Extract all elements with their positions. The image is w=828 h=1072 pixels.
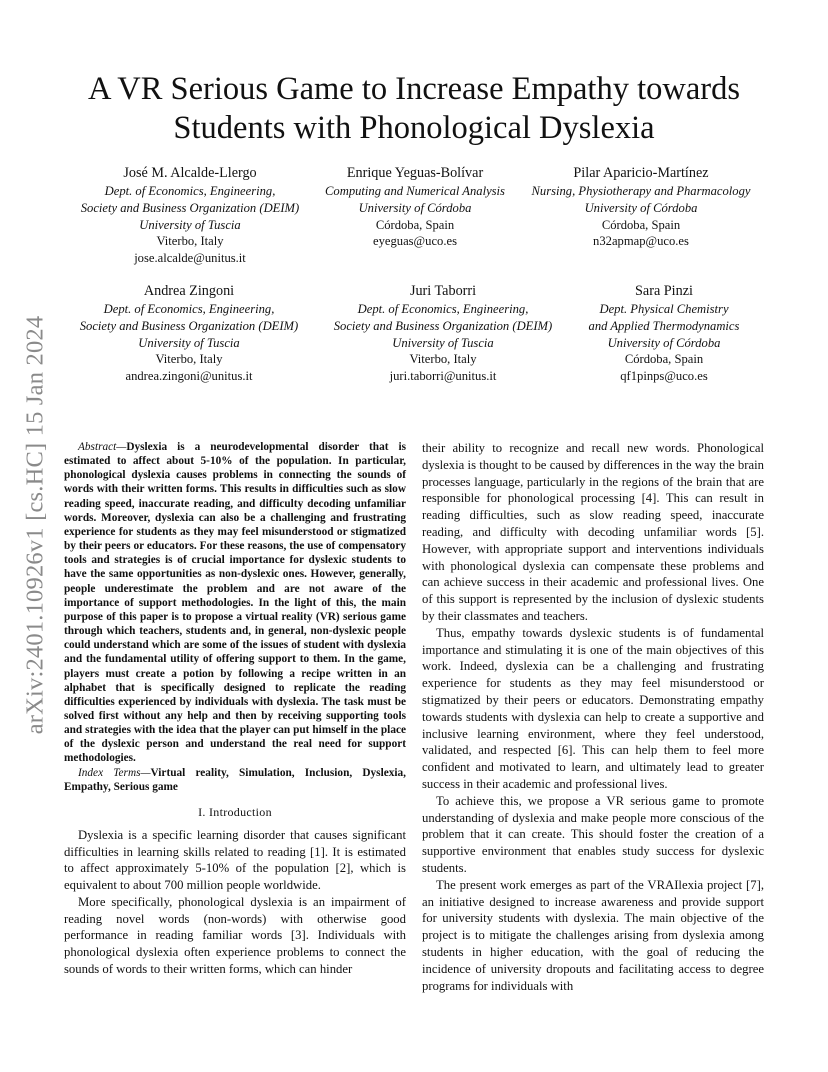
author-affiliation-line: Dept. of Economics, Engineering, [357, 302, 529, 316]
author-block [66, 164, 314, 267]
body-paragraph: To achieve this, we propose a VR serious game to promote understanding of dyslexia and make people more conscious of the problem that it can create. This should foster the creation of a supportive environment that enables study success for dyslexic students. [422, 793, 764, 875]
body-paragraph: Thus, empathy towards dyslexic students is of fundamental importance and stimulating it is one of the main objectives of this work. Indeed, dyslexia can be a challenging and frustrating experience for students as they may feel misunderstood or stigmatized by their peers or educators. Demonstrating empathy towards students with dyslexia can help to create a supportive and inclusive learning environment, where they feel understood, validated, and respected [6]. This can help them to feel more confident and motivated to learn, and ultimately lead to greater success in their academic and professional lives. [422, 625, 764, 791]
paper-title: A VR Serious Game to Increase Empathy towards Students with Phonological Dyslexia [88, 71, 740, 146]
author-affiliation-line: University of Tuscia [392, 335, 494, 350]
abstract-label: Abstract— [78, 441, 127, 453]
author-affiliation-line: University of Tuscia [138, 335, 240, 350]
index-terms-text: Virtual reality, Simulation, Inclusion, Dyslexia, Empathy, Serious game [64, 766, 406, 793]
author-location: Córdoba, Spain [624, 352, 704, 367]
arxiv-identifier-stamp [18, 290, 52, 760]
author-email: juri.taborri@unitus.it [389, 369, 497, 384]
abstract-text: Dyslexia is a neurodevelopmental disorder that is estimated to affect about 5-10% of the population. In particular, phonological dyslexia causes problems in connecting the sounds of words with their written forms. This results in difficulties such as slow reading speed, inaccurate reading, and difficulty decoding unfamiliar words. Moreover, dyslexia can also be a challenging and frustrating experience for students as they may feel misunderstood or stigmatized by their peers or educators. For these reasons, the use of compensatory tools and strategies is of crucial importance for dyslexic students to have the same opportunities as non-dyslexic ones. However, generally, people underestimate the problem and are not aware of the importance of support methodologies. In the light of this, the main purpose of this paper is to propose a virtual reality (VR) serious game through which teachers, students and, in general, non-dyslexic people could understand which are some of the issues of student with dyslexia and the fundamental utility of offering support to them. In the game, players must create a potion by following a recipe written in an alphabet that is specifically designed to replicate the reading difficulties experienced by individuals with dyslexia. The task must be solved first without any help and then by receiving supporting tools and strategies with the idea that the player can put himself in the place of the dyslexic person and understand the real need for support methodologies. [64, 441, 406, 765]
author-affiliation-line: Computing and Numerical Analysis [325, 184, 505, 198]
section-heading: I. Introduction [198, 804, 272, 819]
author-affiliation-line: Society and Business Organization (DEIM) [79, 318, 299, 333]
arxiv-identifier-text: arXiv:2401.10926v1 [cs.HC] 15 Jan 2024 [21, 315, 49, 735]
author-block [312, 164, 518, 250]
author-block [518, 164, 764, 250]
author-location: Viterbo, Italy [409, 352, 477, 367]
author-affiliation-line: Nursing, Physiotherapy and Pharmacology [531, 184, 751, 198]
author-email: jose.alcalde@unitus.it [134, 251, 246, 266]
author-email: qf1pinps@uco.es [620, 369, 708, 384]
author-location: Viterbo, Italy [156, 234, 224, 249]
author-affiliation-line: University of Córdoba [584, 200, 698, 215]
author-name: Juri Taborri [409, 283, 477, 299]
author-affiliation-line: Dept. of Economics, Engineering, [104, 184, 276, 198]
author-affiliation-line: Dept. Physical Chemistry [599, 302, 729, 316]
body-paragraph: Dyslexia is a specific learning disorder that causes significant difficulties in learning skills related to reading [1]. It is estimated to affect approximately 5-10% of the population [2], which is equivalent to about 700 million people worldwide. [64, 827, 406, 893]
left-column [64, 440, 406, 978]
author-location: Viterbo, Italy [155, 352, 223, 367]
author-affiliation-line: Dept. of Economics, Engineering, [103, 302, 275, 316]
author-affiliation-line: University of Córdoba [358, 200, 472, 215]
author-block [62, 282, 316, 385]
index-terms [64, 766, 406, 794]
author-email: n32apmap@uco.es [593, 234, 689, 249]
author-affiliation-line: Society and Business Organization (DEIM) [333, 318, 553, 333]
body-paragraph: More specifically, phonological dyslexia is an impairment of reading novel words (non-words) with otherwise good performance in reading familiar words [3]. Individuals with phonological dyslexia often experience problems to connect the sounds of words to their written forms, which can hinder [64, 894, 406, 977]
author-name: Pilar Aparicio-Martínez [573, 165, 709, 181]
author-location: Córdoba, Spain [375, 217, 455, 232]
author-affiliation-line: University of Tuscia [139, 217, 241, 232]
author-location: Córdoba, Spain [601, 217, 681, 232]
author-affiliation-line: and Applied Thermodynamics [588, 318, 740, 333]
body-paragraph: their ability to recognize and recall new words. Phonological dyslexia is thought to be caused by differences in the way the brain processes language, particularly in the regions of the brain that are responsible for phonological processing [4]. This can result in reading difficulties, such as slow reading speed, inaccurate reading, and difficulty with decoding unfamiliar words [5]. However, with appropriate support and interventions individuals with phonological dyslexia can compensate these problems and can achieve success in their academic and professional lives. One of this support is represented by the inclusion of dyslexic students by their classmates and teachers. [422, 441, 764, 623]
author-name: Sara Pinzi [635, 283, 693, 299]
right-column [422, 440, 764, 994]
author-name: Andrea Zingoni [143, 283, 235, 299]
author-name: Enrique Yeguas-Bolívar [346, 165, 484, 181]
index-terms-label: Index Terms— [78, 766, 151, 779]
author-affiliation-line: Society and Business Organization (DEIM) [80, 200, 300, 215]
author-name: José M. Alcalde-Llergo [123, 165, 257, 181]
abstract [64, 440, 406, 766]
author-block [566, 282, 762, 385]
author-affiliation-line: University of Córdoba [607, 335, 721, 350]
author-email: andrea.zingoni@unitus.it [125, 369, 253, 384]
body-paragraph: The present work emerges as part of the VRAIlexia project [7], an initiative designed to increase awareness and provide support for university students with dyslexia. The main objective of the project is to mitigate the challenges arising from dyslexia among students in higher education, with the goal of reducing the incidence of university dropouts and facilitating access to degree programs for individuals with [422, 877, 764, 993]
author-email: eyeguas@uco.es [373, 234, 457, 249]
author-block [320, 282, 566, 385]
